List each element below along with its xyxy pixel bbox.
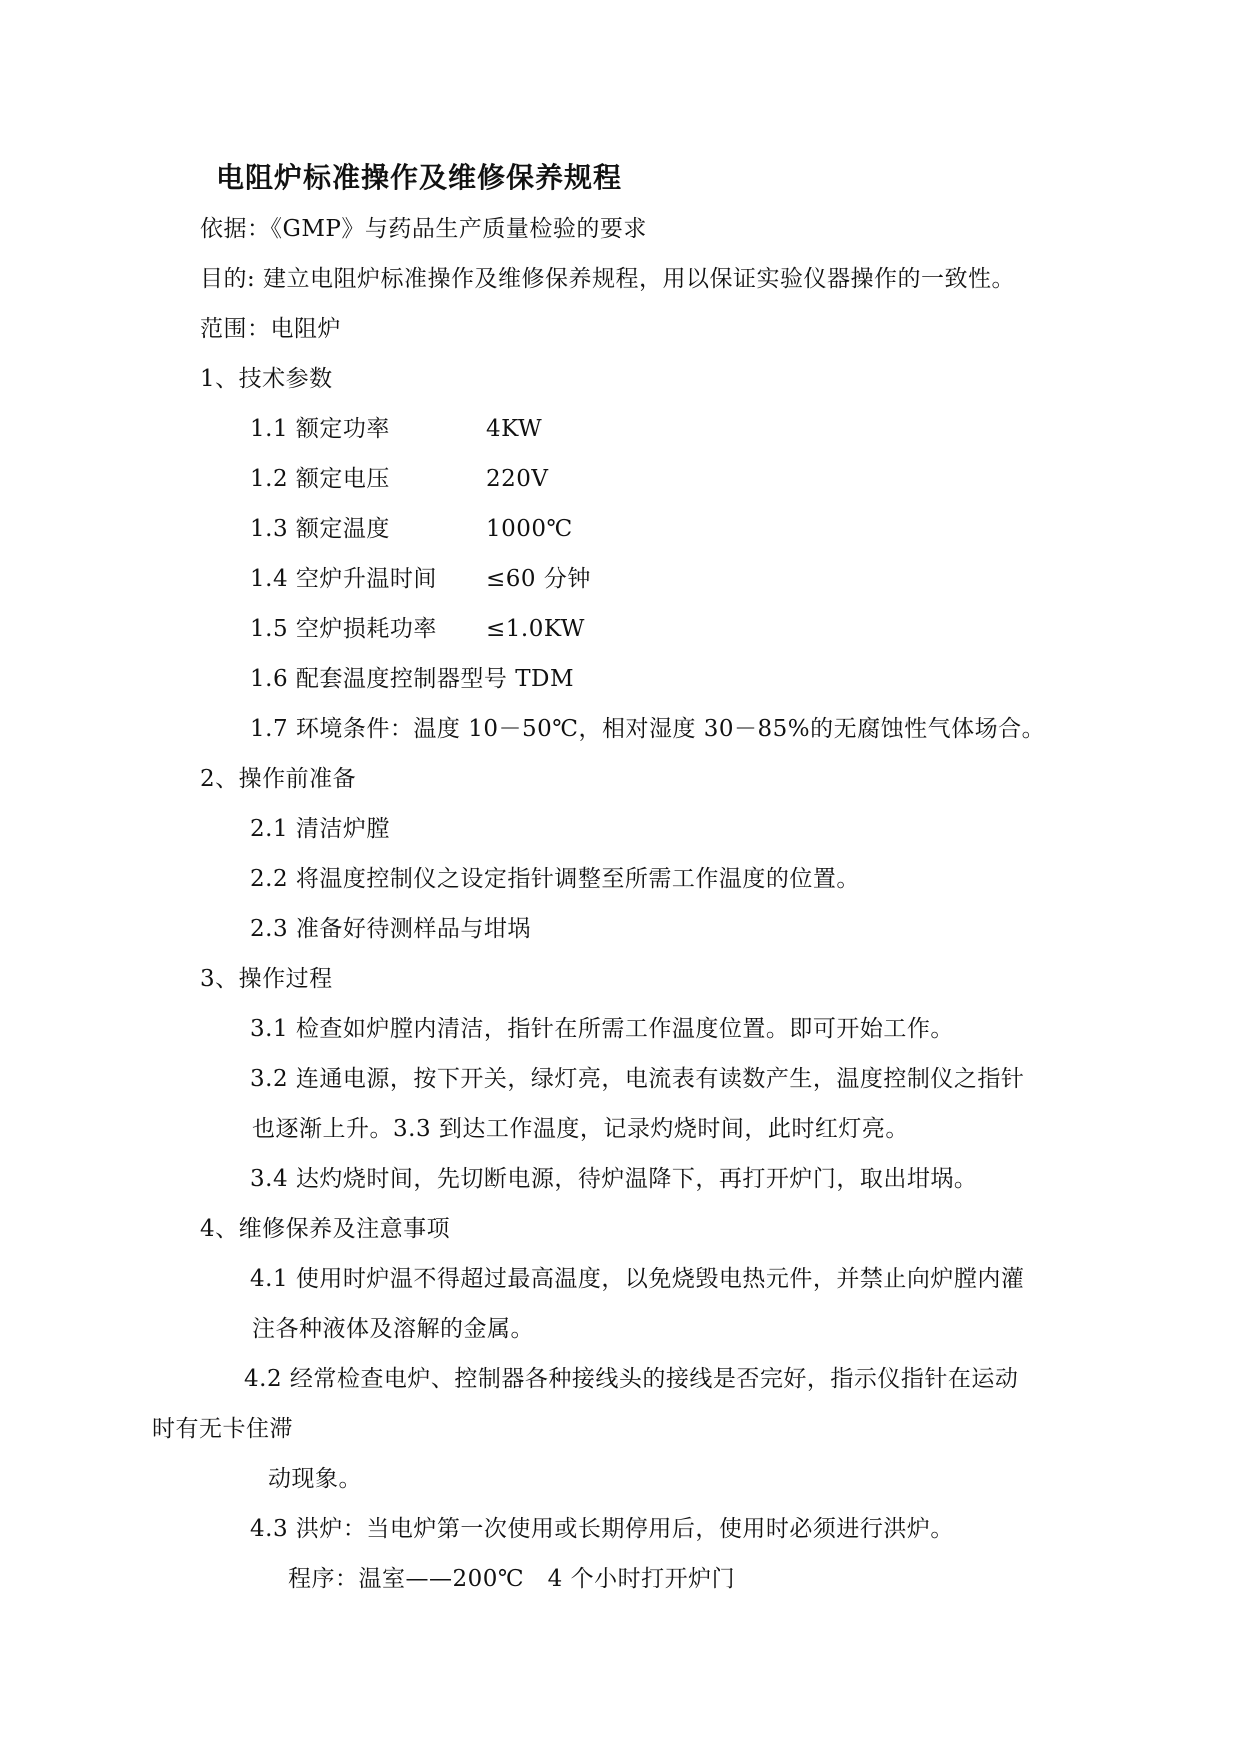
step-4-2-line3: 动现象。 [268, 1466, 362, 1492]
step-4-2-line2: 时有无卡住滞 [152, 1416, 293, 1442]
param-value: ≤60 分钟 [486, 566, 591, 592]
param-value: 220V [486, 466, 549, 492]
param-label: 1.4 空炉升温时间 [250, 566, 437, 592]
section-heading-3: 3、操作过程 [200, 966, 333, 992]
step-3-2-line2: 也逐渐上升。3.3 到达工作温度，记录灼烧时间，此时红灯亮。 [252, 1116, 909, 1142]
step-4-1-line2: 注各种液体及溶解的金属。 [252, 1316, 534, 1342]
section-heading-1: 1、技术参数 [200, 366, 333, 392]
param-controller-model: 1.6 配套温度控制器型号 TDM [250, 666, 575, 692]
basis-line: 依据：《GMP》与药品生产质量检验的要求 [200, 216, 647, 242]
param-row [250, 414, 543, 444]
scope-line: 范围：电阻炉 [200, 316, 341, 342]
step-3-1: 3.1 检查如炉膛内清洁，指针在所需工作温度位置。即可开始工作。 [250, 1016, 954, 1042]
step-2-1: 2.1 清洁炉膛 [250, 816, 390, 842]
param-value: 1000℃ [486, 516, 573, 542]
section-heading-4: 4、维修保养及注意事项 [200, 1216, 451, 1242]
param-row [250, 464, 549, 494]
param-environment: 1.7 环境条件：温度 10－50℃，相对湿度 30－85%的无腐蚀性气体场合。 [250, 716, 1046, 742]
param-row [250, 514, 573, 544]
param-row [250, 564, 591, 594]
step-3-4: 3.4 达灼烧时间，先切断电源，待炉温降下，再打开炉门，取出坩埚。 [250, 1166, 978, 1192]
step-4-2-line1: 4.2 经常检查电炉、控制器各种接线头的接线是否完好，指示仪指针在运动 [244, 1366, 1019, 1392]
step-4-1-line1: 4.1 使用时炉温不得超过最高温度，以免烧毁电热元件，并禁止向炉膛内灌 [250, 1266, 1025, 1292]
program-line: 程序：温室——200℃ 4 个小时打开炉门 [288, 1566, 736, 1592]
section-heading-2: 2、操作前准备 [200, 766, 357, 792]
param-row [250, 614, 585, 644]
step-2-3: 2.3 准备好待测样品与坩埚 [250, 916, 531, 942]
document-title: 电阻炉标准操作及维修保养规程 [216, 161, 623, 194]
step-3-2-line1: 3.2 连通电源，按下开关，绿灯亮，电流表有读数产生，温度控制仪之指针 [250, 1066, 1025, 1092]
step-4-3: 4.3 洪炉：当电炉第一次使用或长期停用后，使用时必须进行洪炉。 [250, 1516, 954, 1542]
purpose-line: 目的: 建立电阻炉标准操作及维修保养规程，用以保证实验仪器操作的一致性。 [200, 266, 1016, 292]
param-label: 1.3 额定温度 [250, 516, 390, 542]
param-value: 4KW [486, 416, 543, 442]
param-label: 1.5 空炉损耗功率 [250, 616, 437, 642]
param-label: 1.1 额定功率 [250, 416, 390, 442]
param-label: 1.2 额定电压 [250, 466, 390, 492]
param-value: ≤1.0KW [486, 616, 585, 642]
step-2-2: 2.2 将温度控制仪之设定指针调整至所需工作温度的位置。 [250, 866, 860, 892]
